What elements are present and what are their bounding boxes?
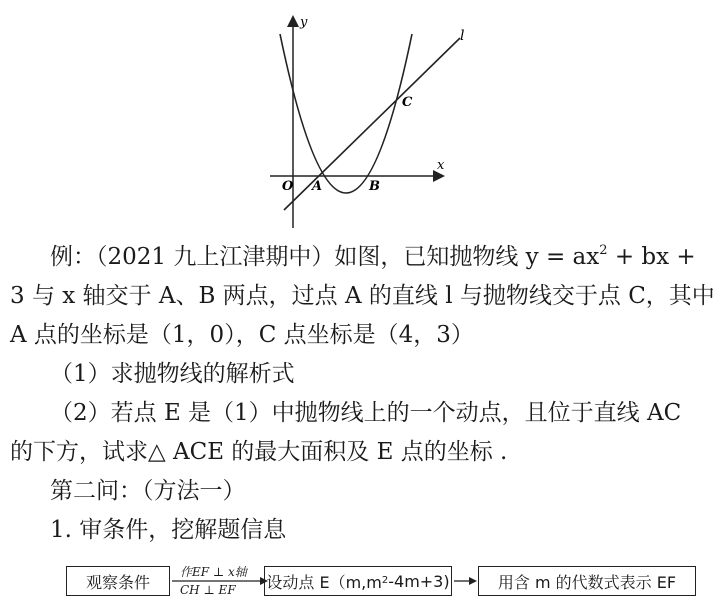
point-b-label: B [369, 179, 380, 194]
question-2-line-2: 的下方，试求△ ACE 的最大面积及 E 点的坐标 . [10, 439, 508, 465]
parabola-curve [280, 34, 412, 193]
flow-arrow-label-top: 作EF ⊥ x轴 [180, 565, 247, 579]
problem-line-1-a: 例：（2021 九上江津期中）如图，已知抛物线 y = ax [50, 244, 600, 270]
question-1: （1）求抛物线的解析式 [50, 361, 295, 387]
flow-box-set-point-b: -4m+3) [388, 571, 450, 591]
parabola-figure [262, 6, 482, 232]
problem-line-3: A 点的坐标是（1，0），C 点坐标是（4，3） [10, 322, 474, 348]
origin-label: O [282, 179, 294, 194]
line-l-label: l [460, 28, 465, 44]
flow-box-set-point: 设动点 E（m,m 2 -4m+3) [264, 566, 452, 596]
problem-line-2: 3 与 x 轴交于 A、B 两点，过点 A 的直线 l 与抛物线交于点 C，其中 [10, 283, 715, 309]
exponent-2: 2 [599, 243, 608, 258]
problem-line-1 [50, 238, 724, 276]
y-axis-label: y [300, 15, 308, 30]
part-2-heading: 第二问：（方法一） [50, 478, 246, 504]
flow-arrow-label-bottom: CH ⊥ EF [180, 583, 236, 597]
problem-line-1-b: + bx + [607, 244, 696, 270]
flow-arrow-2 [452, 566, 478, 596]
point-c-label: C [402, 95, 413, 110]
x-axis-label: x [437, 158, 445, 173]
flow-box-set-point-a: 设动点 E（m,m [266, 572, 382, 592]
point-a-label: A [312, 179, 323, 194]
flow-box-express-ef: 用含 m 的代数式表示 EF [478, 566, 696, 596]
step-1-heading: 1. 审条件，挖解题信息 [50, 517, 287, 543]
question-2-line-1: （2）若点 E 是（1）中抛物线上的一个动点，且位于直线 AC [50, 400, 682, 426]
flow-box-observe: 观察条件 [66, 566, 170, 596]
